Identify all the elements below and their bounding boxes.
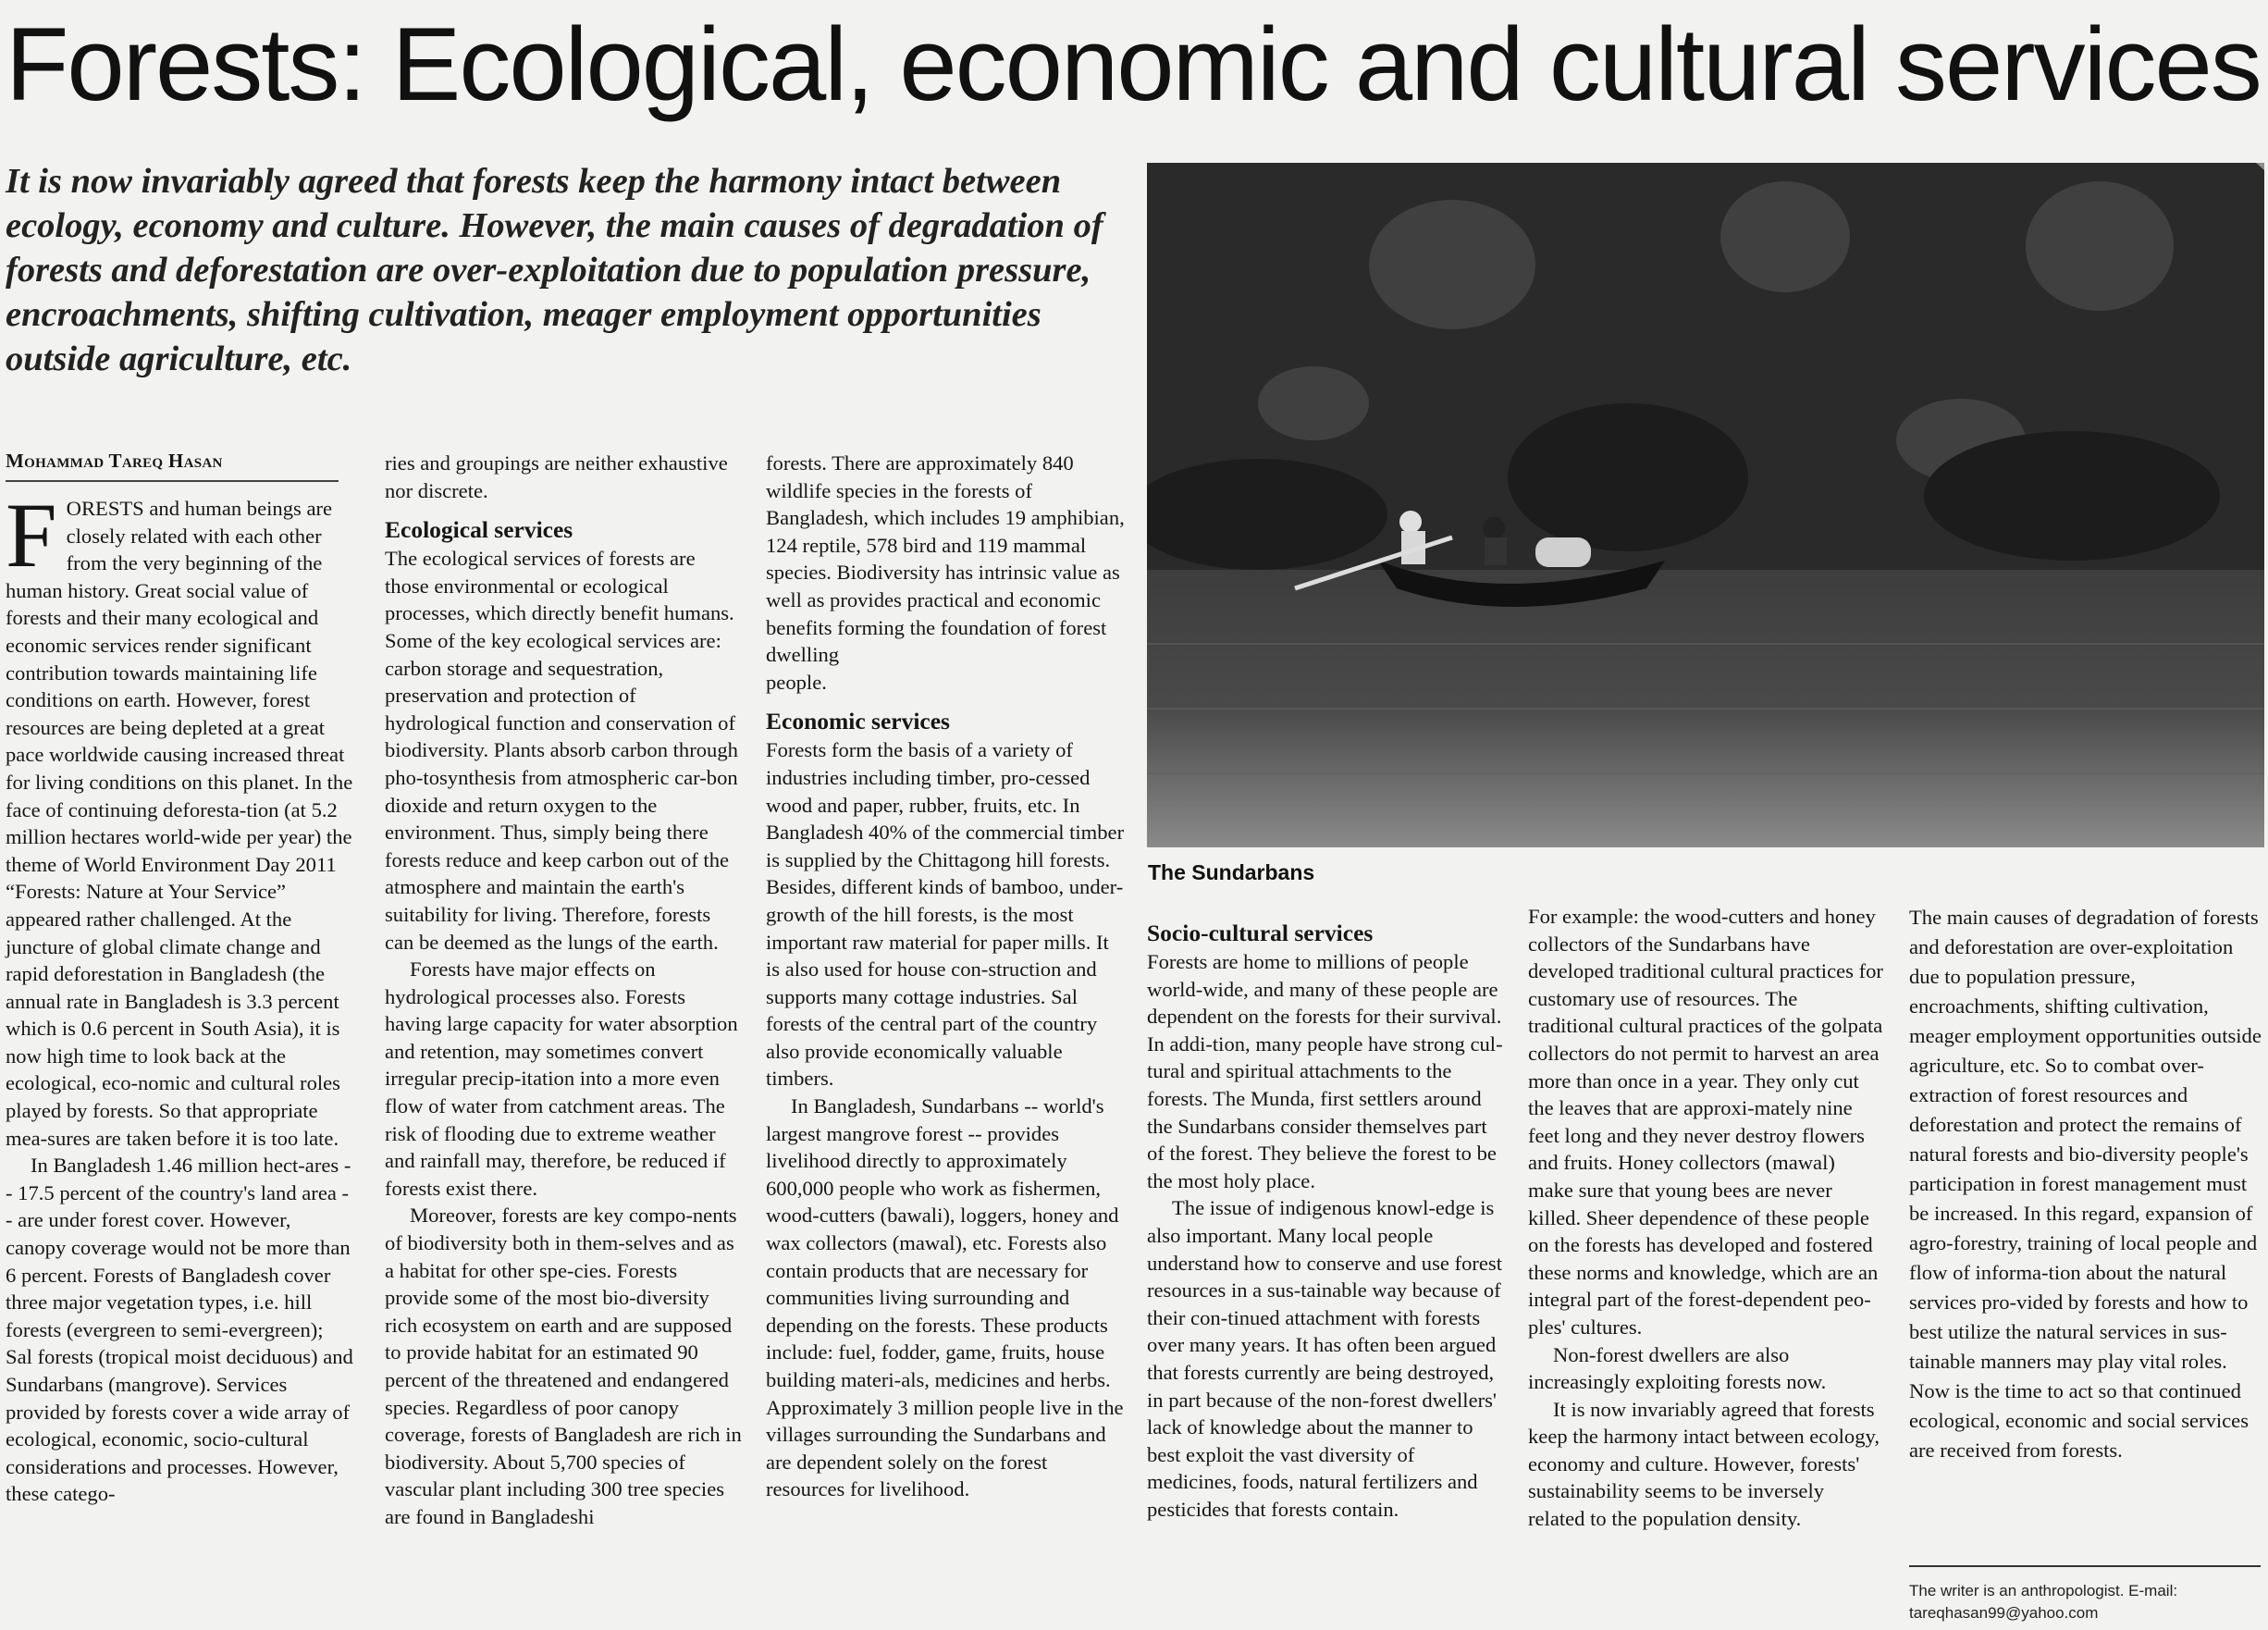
- paragraph-text: ORESTS and human beings are closely related with each other from the very beginning of the human history. Great social value of forests and their many ecological and economic services render significant contribution towards maintaining life conditions on earth. However, forest resources are being depleted at a great pace worldwide causing increased threat for living conditions on this planet. In the face of continuing deforesta-tion (at 5.2 million hectares world-wide per year) the theme of World Environment Day 2011 “Forests: Nature at Your Service” appeared rather challenged. At the juncture of global climate change and rapid deforestation in Bangladesh (the annual rate in Bangladesh is 3.3 percent which is 0.6 percent in South Asia), it is now high time to look back at the ecological, eco-nomic and cultural roles played by forests. So that appropriate mea-sures are taken before it is too late.: [6, 497, 353, 1150]
- sundarbans-photo: [1147, 163, 2264, 847]
- section-heading-ecological: Ecological services: [385, 516, 573, 544]
- standfirst: It is now invariably agreed that forests keep the harmony intact between ecology, economy and culture. However, the main causes of degradation of forests and deforestation are over-exploitation due to population pressure, encroachments, shifting cultivation, meager employment opportunities outside agriculture, etc.: [6, 162, 1103, 378]
- photo-caption: The Sundarbans: [1148, 860, 1315, 884]
- article-column-4: [1147, 919, 1504, 1523]
- article-paragraph: The ecological services of forests are those environmental or ecological processes, which directly benefit humans. Some of the key ecological services are: carbon storage and sequestration, preservation and protection of hydrological function and conservation of biodiversity. Plants absorb carbon through pho-tosynthesis from atmospheric car-bon dioxide and return oxygen to the environment. Thus, simply being there forests reduce and keep carbon out of the atmosphere and maintain the earth's suitability for living. Therefore, forests can be deemed as the lungs of the earth.: [385, 547, 738, 954]
- article-paragraph: The main causes of degradation of forests and deforestation are over-exploitation due to population pressure, encroachments, shifting cultivation, meager employment opportunities outside agriculture, etc. So to combat over-extraction of forest resources and deforestation and protect the remains of natural forests and bio-diversity people's participation in forest management must be increased. In this regard, expansion of agro-forestry, training of local people and flow of informa-tion about the natural services pro-vided by forests and how to best utilize the natural services in sus-tainable manners may play vital roles. Now is the time to act so that continued ecological, economic and social services are received from forests.: [1909, 906, 2262, 1462]
- article-paragraph: In Bangladesh, Sundarbans -- world's largest mangrove forest -- provides livelihood directly to approximately 600,000 people who work as fishermen, wood-cutters (bawali), loggers, honey and wax collectors (mawal), etc. Forests also contain products that are necessary for communities living surrounding and depending on the forests. These products include: fuel, fodder, game, fruits, house building materi-als, medicines and herbs. Approximately 3 million people live in the villages surrounding the Sundarbans and are dependent solely on the forest resources for livelihood.: [766, 1094, 1124, 1501]
- article-paragraph: ries and groupings are neither exhaustive nor discrete.: [385, 451, 728, 502]
- article-column-2: [385, 450, 742, 1531]
- article-paragraph: [6, 484, 353, 1152]
- drop-cap: F: [6, 484, 57, 587]
- article-paragraph: Non-forest dwellers are also increasingly exploiting forests now.: [1528, 1342, 1827, 1394]
- article-paragraph: forests. There are approximately 840 wildlife species in the forests of Bangladesh, which includes 19 amphibian, 124 reptile, 578 bird and 119 mammal species. Biodiversity has intrinsic value as well as provides practical and economic benefits forming the foundation of forest dwelling: [766, 451, 1125, 667]
- article-column-1: [6, 447, 353, 1508]
- section-heading-socio-cultural: Socio-cultural services: [1147, 920, 1374, 946]
- article-paragraph: The issue of indigenous knowl-edge is also important. Many local people understand how to conserve and use forest resources in a sus-tainable way because of their con-tinued attachment with forests over many years. It has often been argued that forests currently are being destroyed, in part because of the non-forest dwellers' lack of knowledge about the manner to best exploit the vast diversity of medicines, foods, natural fertilizers and pesticides that forests contain.: [1147, 1196, 1502, 1521]
- article-column-5: [1528, 903, 1883, 1533]
- headline: Forests: Ecological, economic and cultural services: [6, 6, 2261, 122]
- article-paragraph: Forests are home to millions of people world-wide, and many of these people are dependent on the forests for their survival. In addi-tion, many people have strong cul-tural and spiritual attachments to the forests. The Munda, first settlers around the Sundarbans consider themselves part of the forest. They believe the forest to be the most holy place.: [1147, 950, 1503, 1192]
- article-paragraph: Forests form the basis of a variety of industries including timber, pro-cessed wood and paper, rubber, fruits, etc. In Bangladesh 40% of the commercial timber is supplied by the Chittagong hill forests. Besides, different kinds of bamboo, under-growth of the hill forests, is the most important raw material for paper mills. It is also used for house con-struction and supports many cottage industries. Sal forests of the central part of the country also provide economically valuable timbers.: [766, 738, 1125, 1091]
- article-paragraph: Moreover, forests are key compo-nents of biodiversity both in them-selves and as a habitat for other spe-cies. Forests provide some of the most bio-diversity rich ecosystem on earth and are supposed to provide habitat for an estimated 90 percent of the threatened and endangered species. Regardless of poor canopy coverage, forests of Bangladesh are rich in biodiversity. About 5,700 species of vascular plant including 300 tree species are found in Bangladeshi: [385, 1204, 742, 1528]
- article-column-6: [1909, 903, 2264, 1465]
- article-paragraph: It is now invariably agreed that forests keep the harmony intact between ecology, economy and culture. However, forests' sustainability seems to be inversely related to the population density.: [1528, 1397, 1880, 1531]
- article-paragraph: people.: [766, 670, 827, 694]
- section-heading-economic: Economic services: [766, 708, 950, 735]
- byline: Mohammad Tareq Hasan: [6, 447, 339, 482]
- article-paragraph: Forests have major effects on hydrological processes also. Forests having large capacity for water absorption and retention, may sometimes convert irregular precip-itation into a more even flow of water from catchment areas. The risk of flooding due to extreme weather and rainfall may, therefore, be reduced if forests exist there.: [385, 957, 738, 1200]
- author-note: The writer is an anthropologist. E-mail: tareqhasan99@yahoo.com: [1909, 1565, 2261, 1624]
- article-column-3: [766, 450, 1127, 1503]
- article-paragraph: For example: the wood-cutters and honey collectors of the Sundarbans have developed traditional cultural practices for customary use of resources. The traditional cultural practices of the golpata collectors do not permit to harvest an area more than once in a year. They only cut the leaves that are approxi-mately nine feet long and they never destroy flowers and fruits. Honey collectors (mawal) make sure that young bees are never killed. Sheer dependence of these people on the forests has developed and fostered these norms and knowledge, which are an integral part of the forest-dependent peo-ples' cultures.: [1528, 905, 1883, 1339]
- article-paragraph: In Bangladesh 1.46 million hect-ares -- 17.5 percent of the country's land area -- are under forest cover. However, canopy coverage would not be more than 6 percent. Forests of Bangladesh cover three major vegetation types, i.e. hill forests (evergreen to semi-evergreen); Sal forests (tropical moist deciduous) and Sundarbans (mangrove). Services provided by forests cover a wide array of ecological, economic, socio-cultural considerations and processes. However, these catego-: [6, 1154, 353, 1506]
